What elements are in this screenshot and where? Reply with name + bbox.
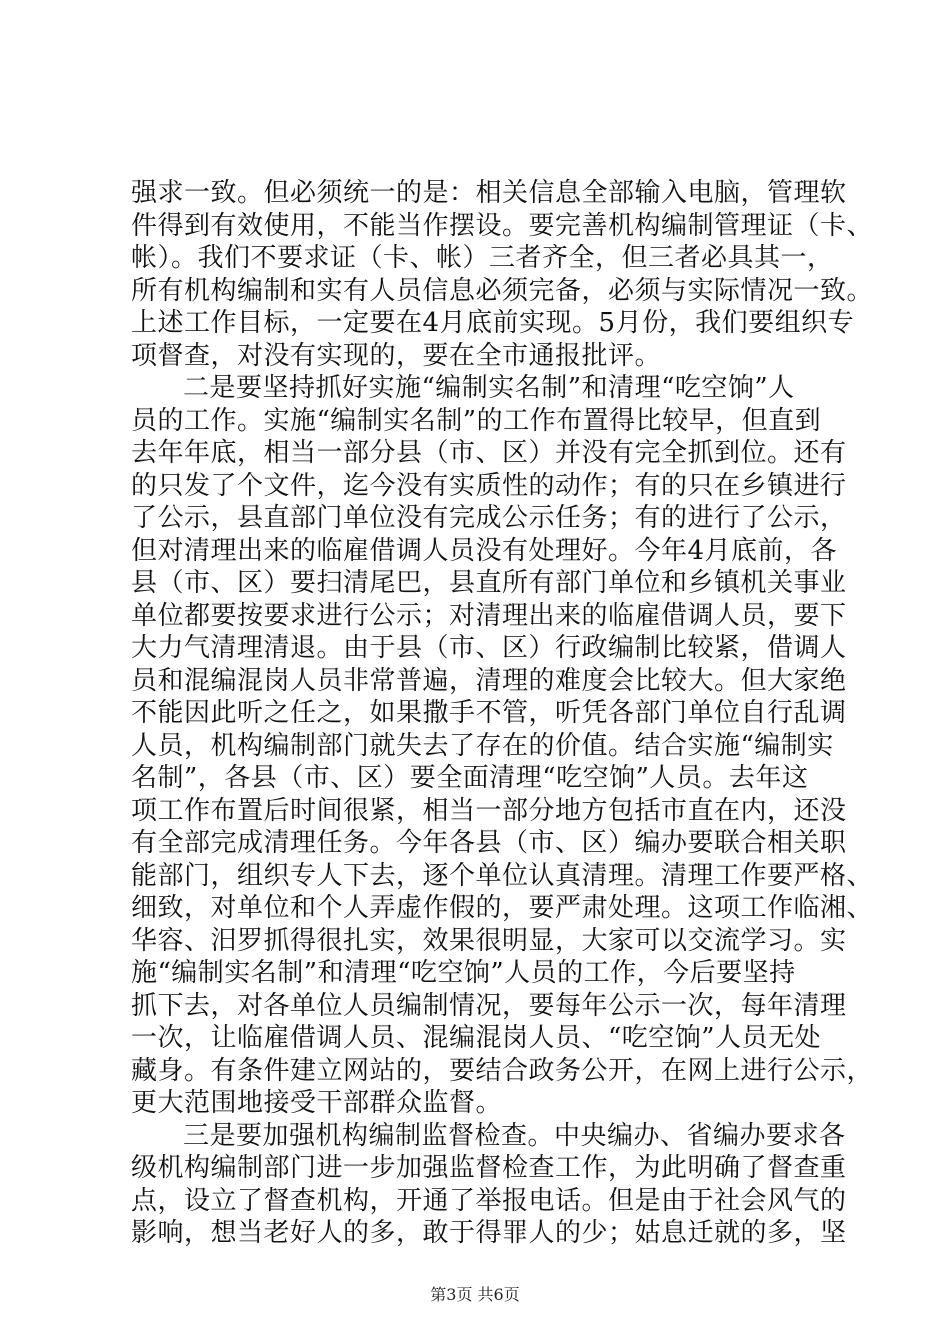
text-line: 更大范围地接受干部群众监督。 bbox=[131, 1088, 503, 1118]
text-line: 一次，让临雇借调人员、混编混岗人员、“吃空饷”人员无处 bbox=[131, 1023, 822, 1053]
text-line: 藏身。有条件建立网站的，要结合政务公开，在网上进行公示， bbox=[131, 1055, 874, 1086]
text-line: 帐）。我们不要求证（卡、帐）三者齐全，但三者必具其一， bbox=[131, 243, 834, 273]
text-line: 名制”，各县（市、区）要全面清理“吃空饷”人员。去年这 bbox=[131, 763, 809, 793]
text-line: 县（市、区）要扫清尾巴，县直所有部门单位和乡镇机关事业 bbox=[131, 568, 847, 598]
text-line: 员和混编混岗人员非常普遍，清理的难度会比较大。但大家绝 bbox=[131, 665, 847, 696]
text-line: 影响，想当老好人的多，敢于得罪人的少；姑息迁就的多，坚 bbox=[131, 1218, 847, 1248]
text-line: 了公示，县直部门单位没有完成公示任务；有的进行了公示， bbox=[131, 503, 847, 533]
text-line: 强求一致。但必须统一的是：相关信息全部输入电脑，管理软 bbox=[131, 178, 847, 208]
text-line: 施“编制实名制”和清理“吃空饷”人员的工作，今后要坚持 bbox=[131, 958, 796, 988]
text-line: 项工作布置后时间很紧，相当一部分地方包括市直在内，还没 bbox=[131, 795, 847, 826]
text-line: 细致，对单位和个人弄虚作假的，要严肃处理。这项工作临湘、 bbox=[131, 893, 874, 923]
body-text bbox=[131, 177, 874, 1250]
text-line: 员的工作。实施“编制实名制”的工作布置得比较早，但直到 bbox=[131, 405, 822, 436]
text-line: 大力气清理清退。由于县（市、区）行政编制比较紧，借调人 bbox=[131, 633, 847, 663]
text-line: 华容、汨罗抓得很扎实，效果很明显，大家可以交流学习。实 bbox=[131, 925, 847, 956]
text-line: 的只发了个文件，迄今没有实质性的动作；有的只在乡镇进行 bbox=[131, 470, 847, 501]
text-line: 项督查，对没有实现的，要在全市通报批评。 bbox=[131, 340, 662, 371]
text-line: 件得到有效使用，不能当作摆设。要完善机构编制管理证（卡、 bbox=[131, 210, 874, 241]
text-line: 单位都要按要求进行公示；对清理出来的临雇借调人员，要下 bbox=[131, 600, 847, 631]
text-line: 级机构编制部门进一步加强监督检查工作，为此明确了督查重 bbox=[131, 1153, 847, 1183]
paragraph-start-line: 三是要加强机构编制监督检查。中央编办、省编办要求各 bbox=[183, 1120, 846, 1151]
text-line: 去年年底，相当一部分县（市、区）并没有完全抓到位。还有 bbox=[131, 438, 847, 468]
text-line: 能部门，组织专人下去，逐个单位认真清理。清理工作要严格、 bbox=[131, 860, 874, 891]
text-line: 上述工作目标，一定要在4月底前实现。5月份，我们要组织专 bbox=[131, 308, 855, 338]
text-line: 点，设立了督查机构，开通了举报电话。但是由于社会风气的 bbox=[131, 1185, 847, 1216]
paragraph-start-line: 二是要坚持抓好实施“编制实名制”和清理“吃空饷”人 bbox=[183, 373, 795, 403]
text-line: 所有机构编制和实有人员信息必须完备，必须与实际情况一致。 bbox=[131, 275, 874, 306]
text-line: 有全部完成清理任务。今年各县（市、区）编办要联合相关职 bbox=[131, 828, 847, 858]
text-line: 人员，机构编制部门就失去了存在的价值。结合实施“编制实 bbox=[131, 730, 834, 761]
text-line: 抓下去，对各单位人员编制情况，要每年公示一次，每年清理 bbox=[131, 990, 847, 1021]
page-footer: 第3页 共6页 bbox=[430, 1285, 520, 1304]
text-line: 但对清理出来的临雇借调人员没有处理好。今年4月底前，各 bbox=[131, 535, 838, 566]
text-line: 不能因此听之任之，如果撒手不管，听凭各部门单位自行乱调 bbox=[131, 698, 847, 728]
